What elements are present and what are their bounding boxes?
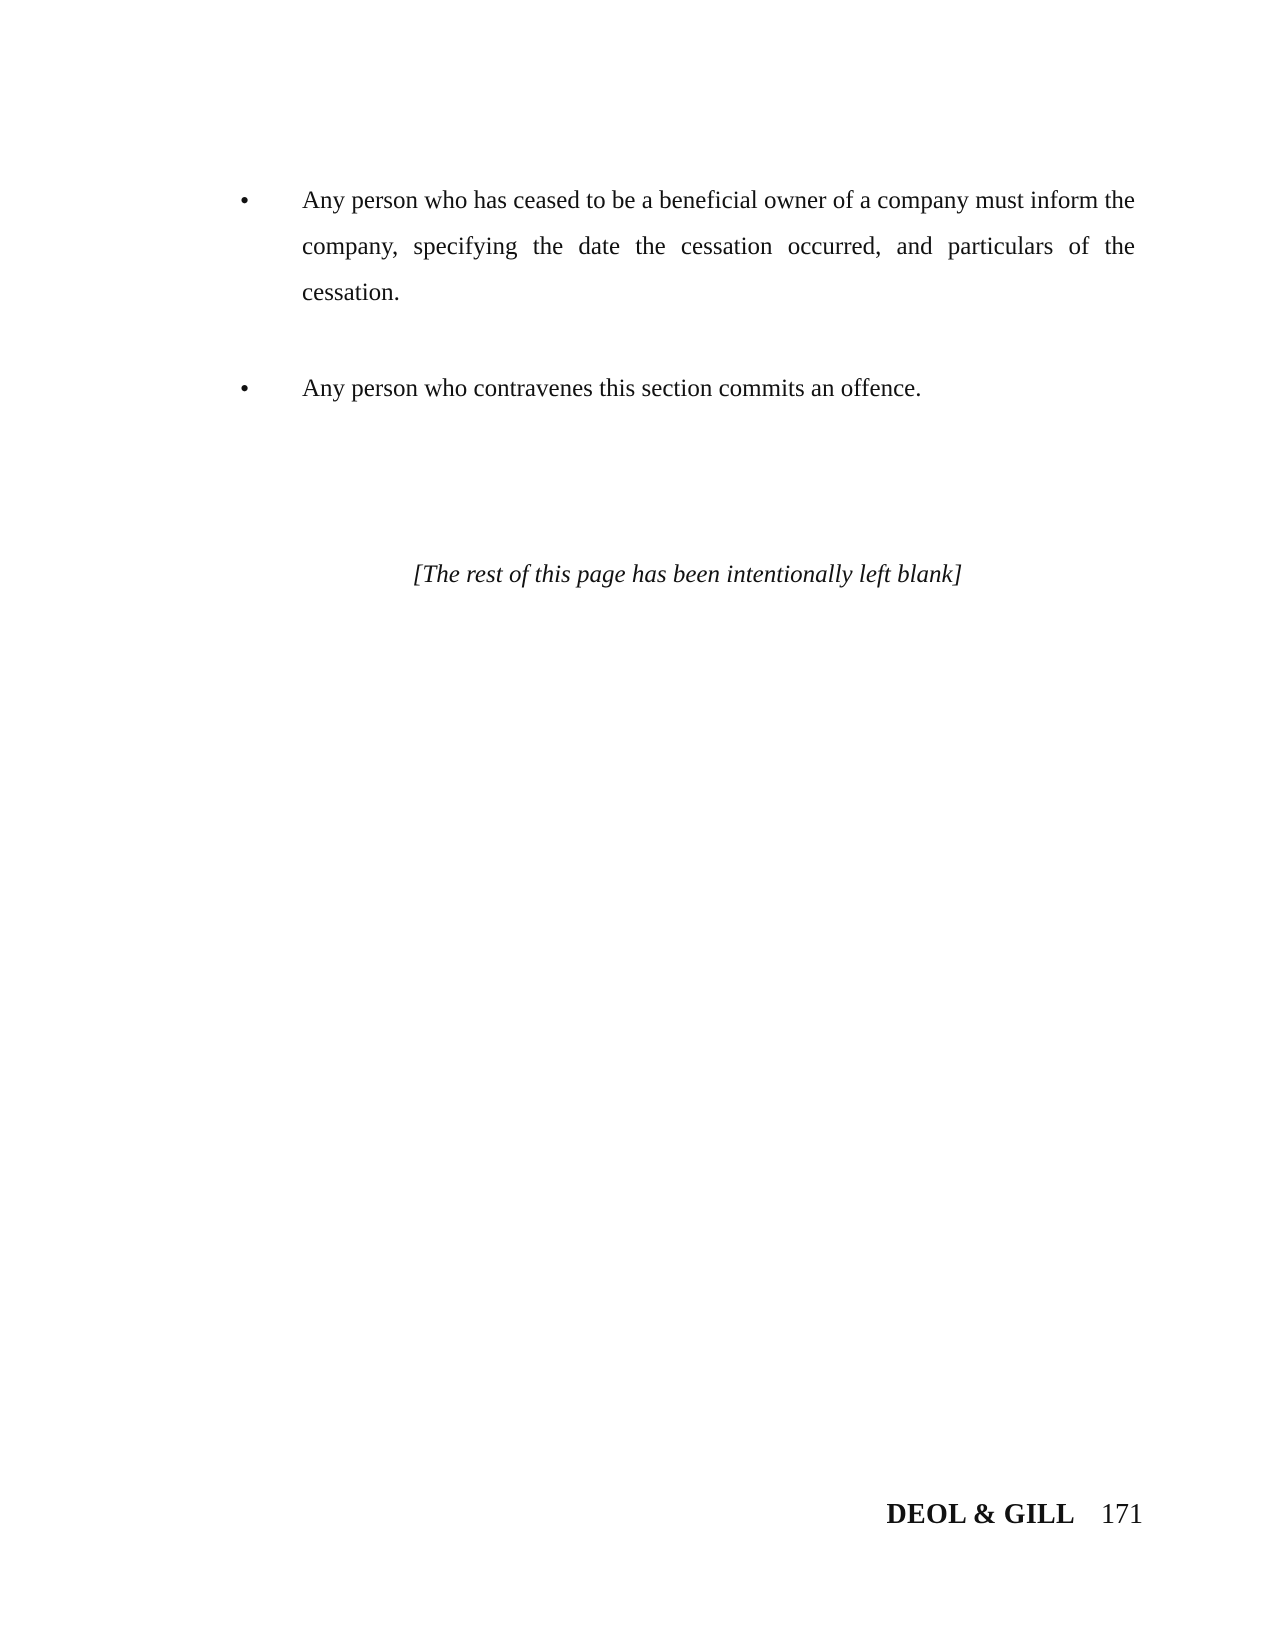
page-number: 171 [1101, 1499, 1143, 1530]
footer-brand: DEOL & GILL [886, 1499, 1075, 1530]
bullet-item [240, 366, 1135, 412]
bullet-marker: • [240, 374, 250, 403]
bullet-item [240, 178, 1135, 316]
bullet-text: Any person who has ceased to be a beneficial owner of a company must inform the company, specifying the date the cessation occurred, and particulars of the cessation. [302, 187, 1135, 306]
intentionally-blank-note: [The rest of this page has been intentionally left blank] [412, 561, 963, 588]
page-footer [887, 1498, 1143, 1532]
bullet-list [240, 178, 1135, 462]
bullet-text: Any person who contravenes this section commits an offence. [302, 375, 922, 402]
bullet-marker: • [240, 186, 250, 215]
